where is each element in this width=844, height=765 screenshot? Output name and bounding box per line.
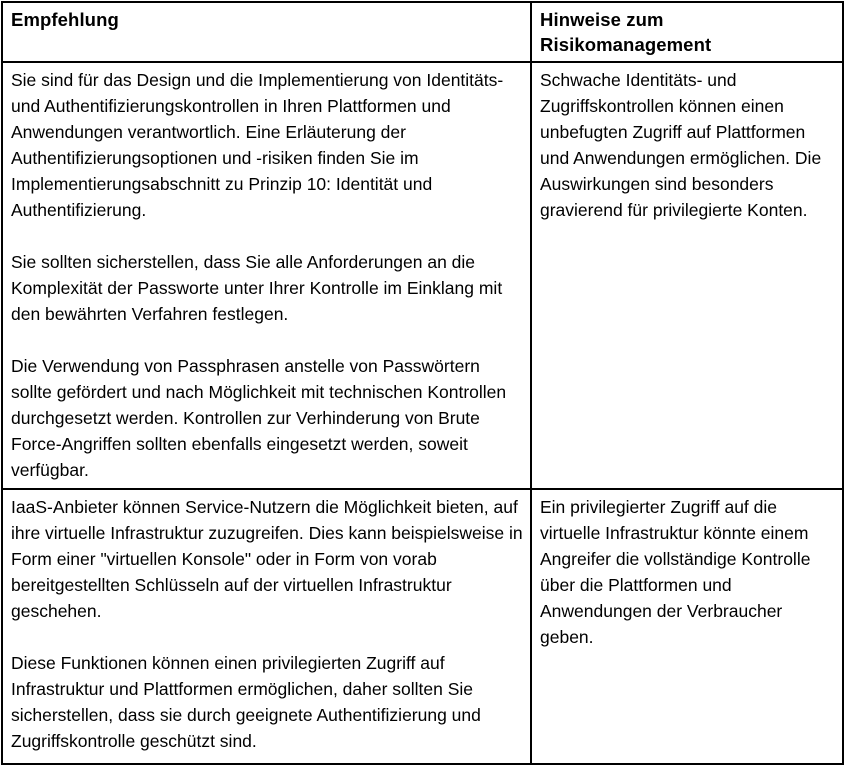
paragraph: Diese Funktionen können einen privilegierten Zugriff auf Infrastruktur und Plattformen ermöglichen, daher sollten Sie sicherstellen, dass sie durch geeignete Authentifizierung und Zugriffskontrolle geschützt sind. (11, 653, 481, 751)
cell-empfehlung-identitaet (2, 62, 531, 489)
paragraph: Sie sollten sicherstellen, dass Sie alle Anforderungen an die Komplexität der Passworte unter Ihrer Kontrolle im Einklang mit den bewährten Verfahren festlegen. (11, 252, 503, 324)
cell-empfehlung-iaas (2, 489, 531, 764)
column-header-risikomanagement: Hinweise zum Risikomanagement (531, 2, 843, 62)
cell-hinweis-identitaet (531, 62, 843, 489)
recommendations-risk-table (1, 1, 844, 765)
header-row (2, 2, 843, 62)
paragraph: Sie sind für das Design und die Implementierung von Identitäts- und Authentifizierungskontrollen in Ihren Plattformen und Anwendungen verantwortlich. Eine Erläuterung der Authentifizierungsoptionen und -risiken finden Sie im Implementierungsabschnitt zu Prinzip 10: Identität und Authentifizierung. (11, 70, 504, 220)
paragraph: Ein privilegierter Zugriff auf die virtuelle Infrastruktur könnte einem Angreifer die vollständige Kontrolle über die Plattformen und Anwendungen der Verbraucher geben. (540, 497, 811, 647)
paragraph: Schwache Identitäts- und Zugriffskontrollen können einen unbefugten Zugriff auf Plattformen und Anwendungen ermöglichen. Die Auswirkungen sind besonders gravierend für privilegierte Konten. (540, 70, 822, 220)
paragraph: IaaS-Anbieter können Service-Nutzern die Möglichkeit bieten, auf ihre virtuelle Infrastruktur zuzugreifen. Dies kann beispielsweise in Form einer "virtuellen Konsole" oder in Form von vorab bereitgestellten Schlüsseln auf der virtuellen Infrastruktur geschehen. (11, 497, 523, 621)
table-row (2, 489, 843, 764)
paragraph: Die Verwendung von Passphrasen anstelle von Passwörtern sollte gefördert und nach Möglichkeit mit technischen Kontrollen durchgesetzt werden. Kontrollen zur Verhinderung von Brute Force-Angriffen sollten ebenfalls eingesetzt werden, soweit verfügbar. (11, 356, 507, 480)
column-header-empfehlung: Empfehlung (2, 2, 531, 62)
cell-hinweis-iaas (531, 489, 843, 764)
table-row (2, 62, 843, 489)
